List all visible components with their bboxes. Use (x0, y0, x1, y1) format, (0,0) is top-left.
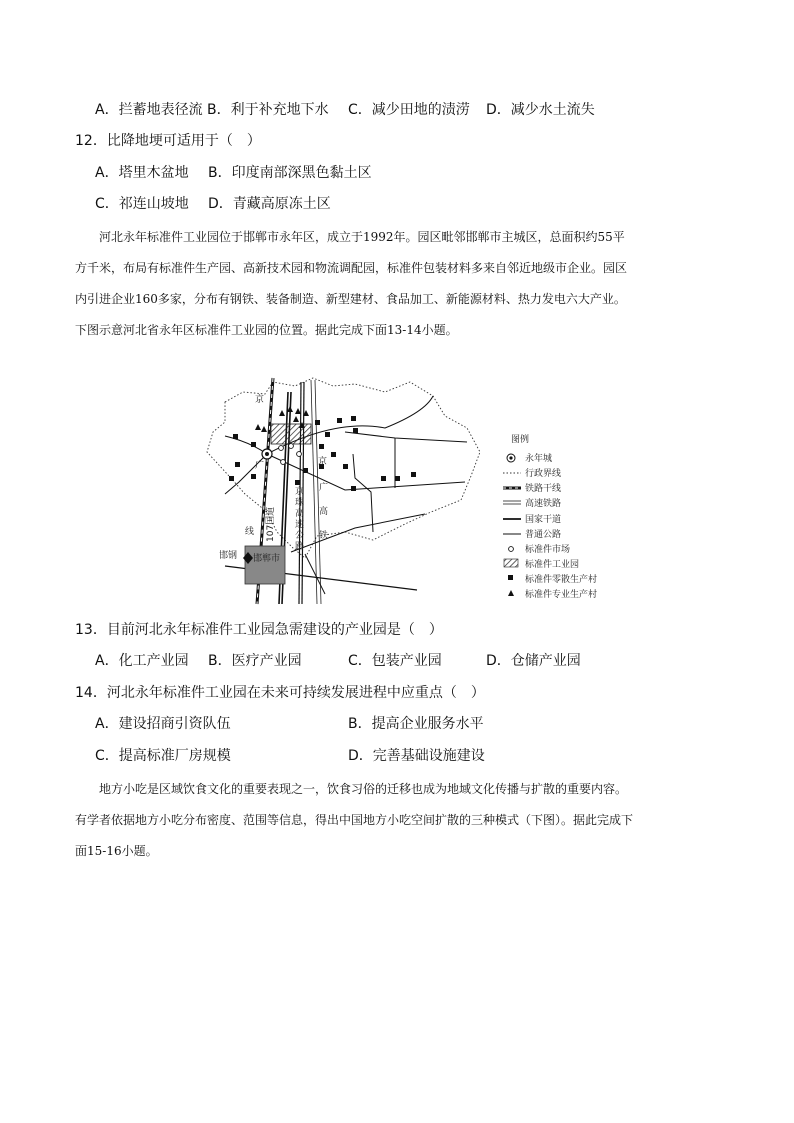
label-hsr-gao: 高 (319, 507, 329, 517)
legend-item: 标准件工业园 (525, 560, 580, 570)
legend-item: 行政界线 (525, 469, 562, 479)
passage1-line-3: 内引进企业160多家，分布有钢铁、装备制造、新型建材、食品加工、新能源材料、热力发电六大产业。 (75, 292, 626, 306)
passage1-line-1: 河北永年标准件工业园位于邯郸市永年区，成立于1992年。园区毗邻邯郸市主城区，总面积约55平 (99, 230, 625, 244)
passage-industrial-park (75, 222, 725, 346)
label-jing: 京 (255, 395, 265, 405)
industrial-park-location-map (195, 372, 615, 608)
hangang-label: 邯钢 (219, 551, 238, 561)
label-hsr-tie: 铁 (319, 531, 329, 541)
q11-option-a: A．拦蓄地表径流 (95, 102, 203, 118)
legend-item: 铁路干线 (525, 484, 562, 494)
legend-item: 普通公路 (525, 530, 562, 540)
legend-title: 图例 (511, 435, 530, 445)
q13-option-b: B．医疗产业园 (208, 653, 302, 669)
q12-option-d: D．青藏高原冻土区 (208, 196, 331, 212)
q12-option-c: C．祁连山坡地 (95, 196, 189, 212)
label-expressway: 京珠高速公路 (295, 487, 305, 552)
legend-item: 国家干道 (525, 515, 562, 525)
q13-option-c: C．包装产业园 (348, 653, 442, 669)
map-legend (503, 433, 597, 600)
q14-option-b: B．提高企业服务水平 (348, 716, 484, 732)
q14-option-c: C．提高标准厂房规模 (95, 748, 231, 764)
q12-option-a: A．塔里木盆地 (95, 165, 189, 181)
q13-stem: 13．目前河北永年标准件工业园急需建设的产业园是（ ） (75, 622, 443, 638)
q11-option-d: D．减少水土流失 (486, 102, 595, 118)
label-hsr-guang: 广 (319, 483, 329, 493)
q14-option-a: A．建设招商引资队伍 (95, 716, 231, 732)
q13-option-d: D．仓储产业园 (486, 653, 581, 669)
q14-option-d: D．完善基础设施建设 (348, 748, 485, 764)
industrial-park-area (271, 424, 311, 444)
q11-option-b: B．利于补充地下水 (207, 102, 329, 118)
label-national-road-107: 107国道 (266, 506, 276, 542)
handan-city-label: 邯郸市 (253, 554, 281, 564)
passage-local-snacks (75, 774, 725, 867)
label-hsr-jing: 京 (318, 457, 328, 467)
legend-item: 高速铁路 (525, 499, 562, 509)
q12-stem: 12．比降地埂可适用于（ ） (75, 133, 261, 149)
passage2-line-3: 面15-16小题。 (75, 844, 158, 858)
passage2-line-1: 地方小吃是区域饮食文化的重要表现之一，饮食习俗的迁移也成为地域文化传播与扩散的重要内容。 (99, 782, 628, 796)
standard-parts-markets (279, 444, 302, 465)
legend-item: 标准件零散生产村 (525, 575, 598, 585)
passage2-line-2: 有学者依据地方小吃分布密度、范围等信息，得出中国地方小吃空间扩散的三种模式（下图）。据此完成下 (75, 813, 634, 827)
passage1-line-4: 下图示意河北省永年区标准件工业园的位置。据此完成下面13-14小题。 (75, 323, 458, 337)
q11-option-c: C．减少田地的渍涝 (348, 102, 470, 118)
q14-stem: 14．河北永年标准件工业园在未来可持续发展进程中应重点（ ） (75, 685, 485, 701)
q13-option-a: A．化工产业园 (95, 653, 189, 669)
label-guang: 广 (255, 461, 265, 471)
legend-item: 标准件市场 (525, 545, 571, 555)
legend-item: 永年城 (525, 454, 553, 464)
q12-option-b: B．印度南部深黑色黏土区 (208, 165, 372, 181)
legend-item: 标准件专业生产村 (525, 590, 598, 600)
handan-city-block (245, 546, 285, 584)
passage1-line-2: 方千米，布局有标准件生产园、高新技术园和物流调配园，标准件包装材料多来自邻近地级市企业。园区 (75, 261, 628, 275)
label-xian: 线 (245, 527, 255, 537)
